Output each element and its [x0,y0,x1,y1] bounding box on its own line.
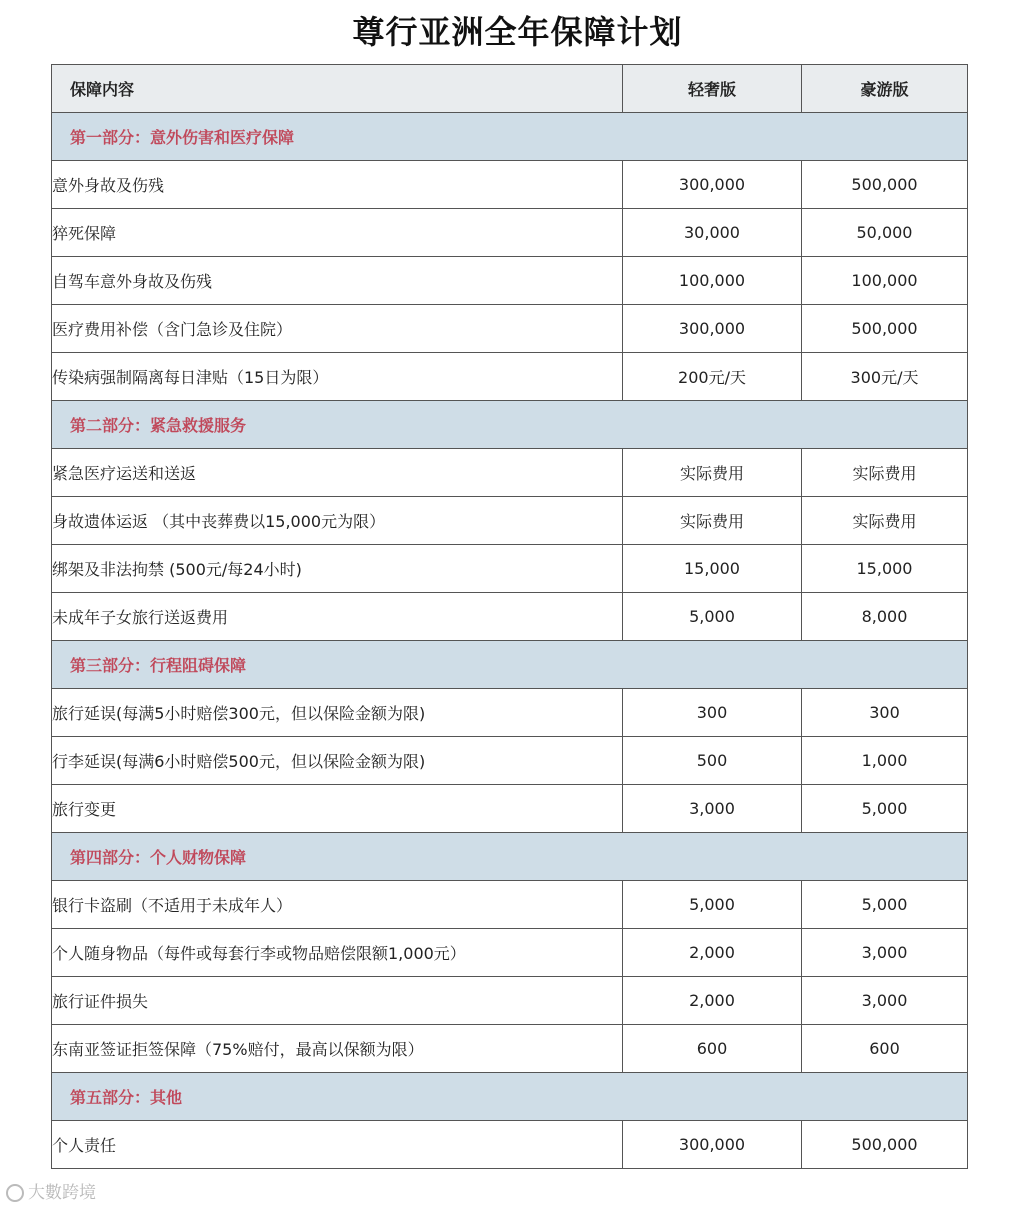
table-row [52,881,968,929]
table-row [52,1025,968,1073]
watermark [6,1178,96,1203]
coverage-item-cell: 传染病强制隔离每日津贴（15日为限） [52,353,623,401]
coverage-item-cell: 个人随身物品（每件或每套行李或物品赔偿限额1,000元） [52,929,623,977]
coverage-item-cell: 旅行证件损失 [52,977,623,1025]
table-row [52,257,968,305]
plan-luxury-travel-value: 实际费用 [802,497,968,545]
page-title: 尊行亚洲全年保障计划 [352,13,683,51]
watermark-text: 大數跨境 [28,1183,96,1203]
plan-luxury-travel-value: 600 [802,1025,968,1073]
coverage-item-cell: 行李延误(每满6小时赔偿500元，但以保险金额为限) [52,737,623,785]
plan-luxury-travel-value: 实际费用 [802,449,968,497]
table-row [52,353,968,401]
plan-luxury-travel-value: 3,000 [802,977,968,1025]
section-title: 第二部分：紧急救援服务 [52,401,968,449]
watermark-logo-icon [6,1184,24,1202]
coverage-item-cell: 旅行变更 [52,785,623,833]
plan-light-luxury-value: 100,000 [623,257,802,305]
plan-light-luxury-value: 5,000 [623,881,802,929]
table-row [52,161,968,209]
section-title: 第五部分：其他 [52,1073,968,1121]
section-header-row [52,113,968,161]
table-header-row [52,65,968,113]
coverage-item-cell: 意外身故及伤残 [52,161,623,209]
coverage-item-cell: 医疗费用补偿（含门急诊及住院） [52,305,623,353]
section-header-row [52,833,968,881]
plan-luxury-travel-value: 8,000 [802,593,968,641]
coverage-item-cell: 未成年子女旅行送返费用 [52,593,623,641]
section-title: 第一部分：意外伤害和医疗保障 [52,113,968,161]
plan-light-luxury-value: 15,000 [623,545,802,593]
plan-luxury-travel-value: 15,000 [802,545,968,593]
plan-luxury-travel-value: 500,000 [802,161,968,209]
plan-light-luxury-value: 300,000 [623,161,802,209]
plan-luxury-travel-value: 1,000 [802,737,968,785]
coverage-item-cell: 旅行延误(每满5小时赔偿300元，但以保险金额为限) [52,689,623,737]
plan-light-luxury-value: 300,000 [623,305,802,353]
plan-light-luxury-value: 3,000 [623,785,802,833]
coverage-table [51,64,968,1169]
plan-luxury-travel-value: 300 [802,689,968,737]
section-title: 第三部分：行程阻碍保障 [52,641,968,689]
section-header-row [52,641,968,689]
table-row [52,209,968,257]
plan-luxury-travel-value: 5,000 [802,785,968,833]
plan-luxury-travel-value: 500,000 [802,1121,968,1169]
section-header-row [52,1073,968,1121]
coverage-item-cell: 紧急医疗运送和送返 [52,449,623,497]
coverage-item-cell: 东南亚签证拒签保障（75%赔付，最高以保额为限） [52,1025,623,1073]
table-row [52,689,968,737]
header-coverage-item: 保障内容 [52,65,623,113]
plan-light-luxury-value: 300,000 [623,1121,802,1169]
table-row [52,497,968,545]
table-row [52,929,968,977]
plan-light-luxury-value: 5,000 [623,593,802,641]
table-row [52,1121,968,1169]
table-row [52,545,968,593]
plan-luxury-travel-value: 50,000 [802,209,968,257]
plan-light-luxury-value: 300 [623,689,802,737]
plan-luxury-travel-value: 5,000 [802,881,968,929]
plan-luxury-travel-value: 300元/天 [802,353,968,401]
coverage-item-cell: 绑架及非法拘禁 (500元/每24小时) [52,545,623,593]
plan-light-luxury-value: 2,000 [623,977,802,1025]
plan-luxury-travel-value: 500,000 [802,305,968,353]
table-row [52,977,968,1025]
table-body [52,113,968,1169]
header-plan-light-luxury: 轻奢版 [623,65,802,113]
plan-light-luxury-value: 实际费用 [623,449,802,497]
coverage-item-cell: 自驾车意外身故及伤残 [52,257,623,305]
plan-light-luxury-value: 600 [623,1025,802,1073]
plan-light-luxury-value: 500 [623,737,802,785]
coverage-item-cell: 猝死保障 [52,209,623,257]
plan-light-luxury-value: 200元/天 [623,353,802,401]
coverage-item-cell: 个人责任 [52,1121,623,1169]
section-header-row [52,401,968,449]
section-title: 第四部分：个人财物保障 [52,833,968,881]
plan-light-luxury-value: 实际费用 [623,497,802,545]
table-row [52,305,968,353]
plan-luxury-travel-value: 100,000 [802,257,968,305]
plan-light-luxury-value: 30,000 [623,209,802,257]
table-row [52,785,968,833]
coverage-item-cell: 身故遗体运返 （其中丧葬费以15,000元为限） [52,497,623,545]
table-row [52,593,968,641]
plan-light-luxury-value: 2,000 [623,929,802,977]
header-plan-luxury-travel: 豪游版 [802,65,968,113]
table-row [52,737,968,785]
plan-luxury-travel-value: 3,000 [802,929,968,977]
coverage-item-cell: 银行卡盗刷（不适用于未成年人） [52,881,623,929]
table-row [52,449,968,497]
